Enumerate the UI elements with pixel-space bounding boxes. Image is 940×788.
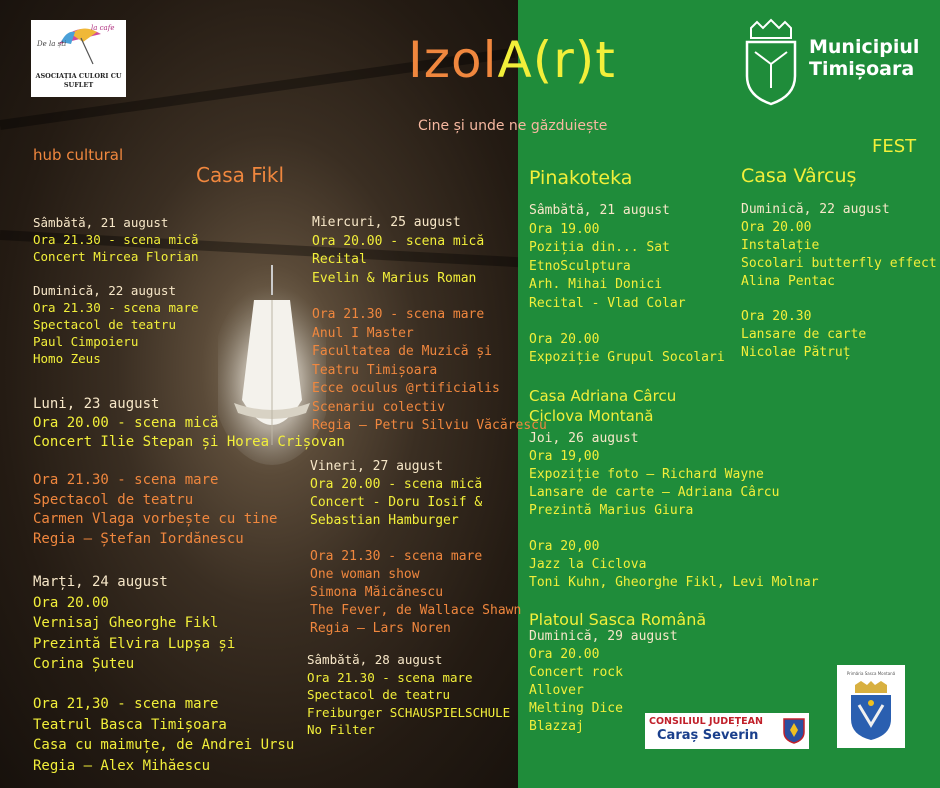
event-block bbox=[312, 214, 484, 288]
event-detail: No Filter bbox=[307, 722, 375, 737]
event-detail: The Fever, de Wallace Shawn bbox=[310, 603, 522, 618]
event-time: Ora 20.00 bbox=[741, 220, 812, 235]
event-detail: Prezintă Elvira Lupșa și bbox=[33, 635, 236, 652]
page-title bbox=[408, 30, 616, 90]
event-detail: Toni Kuhn, Gheorghe Fikl, Levi Molnar bbox=[529, 575, 819, 590]
event-detail: Facultatea de Muzică și bbox=[312, 344, 493, 359]
event-detail: Poziția din... Sat bbox=[529, 240, 670, 255]
event-detail: Homo Zeus bbox=[33, 351, 101, 366]
event-detail: Paul Cimpoieru bbox=[33, 334, 139, 349]
event-block bbox=[529, 430, 779, 520]
event-block bbox=[312, 306, 547, 436]
event-detail: Evelin & Marius Roman bbox=[312, 270, 477, 286]
event-detail: Freiburger SCHAUSPIELSCHULE bbox=[307, 704, 511, 720]
venue-title-casa-adriana bbox=[529, 386, 676, 426]
event-detail: Expoziție Grupul Socolari bbox=[529, 350, 725, 365]
local-council-logo bbox=[837, 665, 905, 748]
association-script-b: la cafe bbox=[91, 24, 115, 32]
event-detail: Expoziție foto – Richard Wayne bbox=[529, 467, 764, 482]
event-time: Ora 20.00 bbox=[33, 594, 109, 611]
event-date: Joi, 26 august bbox=[529, 431, 639, 446]
event-detail: EtnoSculptura bbox=[529, 258, 631, 274]
subtitle: Cine și unde ne găzduiește bbox=[418, 118, 608, 134]
event-detail: Ecce oculus @rtificialis bbox=[312, 381, 500, 396]
event-detail: Recital - Vlad Colar bbox=[529, 295, 686, 311]
event-time: Ora 20,00 bbox=[529, 539, 600, 554]
event-block bbox=[310, 458, 482, 530]
event-block bbox=[33, 572, 235, 675]
event-detail: Spectacol de teatru bbox=[33, 491, 194, 508]
event-block bbox=[310, 548, 521, 638]
association-logo bbox=[31, 20, 126, 97]
event-detail: Blazzaj bbox=[529, 719, 584, 734]
event-time: Ora 20.00 - scena mică bbox=[310, 477, 483, 492]
event-detail: Arh. Mihai Donici bbox=[529, 277, 663, 292]
county-name-line1: CONSILIUL JUDEȚEAN bbox=[649, 716, 763, 727]
event-detail: Socolari butterfly effect bbox=[741, 256, 937, 271]
event-detail: Casa cu maimuțe, de Andrei Ursu bbox=[33, 737, 295, 753]
event-block bbox=[33, 395, 345, 452]
event-block bbox=[741, 201, 937, 291]
event-date: Sâmbătă, 21 august bbox=[529, 203, 670, 218]
event-detail: Alina Pentac bbox=[741, 274, 835, 289]
event-time: Ora 20.00 - scena mică bbox=[312, 233, 485, 249]
event-detail: Vernisaj Gheorghe Fikl bbox=[33, 615, 219, 631]
event-detail: Instalație bbox=[741, 238, 820, 253]
event-detail: Prezintă Marius Giura bbox=[529, 503, 694, 518]
fest-label: FEST bbox=[872, 136, 917, 157]
hub-label: hub cultural bbox=[33, 146, 124, 164]
city-crest-icon bbox=[743, 18, 799, 106]
event-date: Sâmbătă, 21 august bbox=[33, 215, 169, 230]
event-detail: Spectacol de teatru bbox=[33, 317, 176, 332]
event-time: Ora 19.00 bbox=[529, 221, 600, 237]
event-block bbox=[529, 331, 725, 367]
association-name-line2: SUFLET bbox=[63, 81, 94, 89]
event-detail: Anul I Master bbox=[312, 325, 414, 341]
event-block bbox=[33, 282, 199, 367]
event-detail: Lansare de carte bbox=[741, 327, 867, 342]
event-detail: Regia – Alex Mihăescu bbox=[33, 757, 211, 774]
event-detail: Nicolae Pătruț bbox=[741, 345, 851, 360]
event-time: Ora 19,00 bbox=[529, 449, 600, 464]
venue-title-casa-varcus: Casa Vârcuș bbox=[741, 165, 857, 187]
event-detail: Concert - Doru Iosif & bbox=[310, 495, 483, 510]
venue-title-platoul: Platoul Sasca Română bbox=[529, 610, 707, 629]
county-name-line2: Caraș Severin bbox=[657, 728, 759, 743]
event-time: Ora 21,30 - scena mare bbox=[33, 696, 219, 712]
county-crest-icon bbox=[783, 718, 805, 744]
event-time: Ora 21.30 - scena mare bbox=[307, 669, 473, 685]
county-council-logo bbox=[645, 713, 809, 749]
municipality-name-line1: Municipiul bbox=[809, 36, 920, 58]
event-detail: Allover bbox=[529, 683, 584, 698]
event-detail: Simona Măicănescu bbox=[310, 585, 444, 600]
event-detail: Regia – Ștefan Iordănescu bbox=[33, 530, 244, 547]
event-block bbox=[33, 471, 277, 549]
event-detail: Teatrul Basca Timișoara bbox=[33, 716, 227, 733]
event-detail: Carmen Vlaga vorbește cu tine bbox=[33, 511, 278, 527]
event-detail: Jazz la Ciclova bbox=[529, 557, 647, 572]
event-detail: Concert Mircea Florian bbox=[33, 249, 199, 264]
event-detail: Teatru Timișoara bbox=[312, 362, 438, 378]
event-block bbox=[741, 308, 866, 362]
municipality-logo bbox=[743, 18, 923, 106]
event-time: Ora 21.30 - scena mare bbox=[310, 549, 483, 564]
event-detail: Melting Dice bbox=[529, 701, 623, 716]
local-council-caption: Primăria Sasca Montană bbox=[846, 671, 896, 676]
event-detail: Scenariu colectiv bbox=[312, 399, 446, 415]
event-date: Miercuri, 25 august bbox=[312, 215, 461, 230]
venue-title-pinakoteka: Pinakoteka bbox=[529, 167, 633, 189]
event-block bbox=[33, 214, 199, 265]
event-date: Luni, 23 august bbox=[33, 396, 160, 412]
event-date: Vineri, 27 august bbox=[310, 459, 444, 474]
event-time: Ora 20.00 bbox=[529, 332, 600, 347]
local-crest-icon bbox=[849, 681, 893, 741]
event-detail: Concert Ilie Stepan și Horea Crișovan bbox=[33, 434, 345, 450]
association-script-a: De la ști bbox=[37, 40, 67, 48]
municipality-name-line2: Timișoara bbox=[809, 58, 915, 80]
event-detail: Corina Șuteu bbox=[33, 656, 135, 672]
event-detail: Regia – Petru Silviu Văcărescu bbox=[312, 418, 547, 433]
event-date: Sâmbătă, 28 august bbox=[307, 652, 443, 667]
event-detail: Regia – Lars Noren bbox=[310, 621, 451, 636]
venue-title-casa-fikl: Casa Fikl bbox=[196, 163, 284, 187]
event-time: Ora 21.30 - scena mare bbox=[33, 472, 219, 488]
event-block bbox=[33, 694, 294, 776]
event-date: Duminică, 22 august bbox=[33, 283, 176, 298]
event-block bbox=[529, 202, 686, 313]
event-block bbox=[307, 651, 510, 739]
event-time: Ora 21.30 - scena mare bbox=[33, 300, 199, 315]
venue-title-line: Casa Adriana Cârcu bbox=[529, 387, 677, 405]
event-detail: Concert rock bbox=[529, 665, 623, 680]
event-detail: Lansare de carte – Adriana Cârcu bbox=[529, 485, 780, 500]
event-time: Ora 20.00 - scena mică bbox=[33, 415, 219, 431]
event-detail: Recital bbox=[312, 252, 367, 267]
event-block bbox=[529, 538, 819, 592]
event-detail: Sebastian Hamburger bbox=[310, 513, 459, 528]
event-time: Ora 21.30 - scena mare bbox=[312, 307, 485, 322]
title-part-izol: Izol bbox=[408, 31, 498, 89]
event-time: Ora 20.30 bbox=[741, 309, 812, 324]
association-name-line1: ASOCIAȚIA CULORI CU bbox=[35, 72, 122, 80]
event-date: Duminică, 29 august bbox=[529, 629, 678, 644]
title-part-art: A(r)t bbox=[497, 31, 616, 89]
venue-title-line: Ciclova Montană bbox=[529, 407, 654, 425]
event-time: Ora 21.30 - scena mică bbox=[33, 232, 199, 247]
event-date: Duminică, 22 august bbox=[741, 202, 890, 217]
event-date: Marți, 24 august bbox=[33, 574, 168, 590]
event-detail: One woman show bbox=[310, 567, 420, 582]
event-time: Ora 20.00 bbox=[529, 647, 600, 662]
event-detail: Spectacol de teatru bbox=[307, 687, 450, 702]
